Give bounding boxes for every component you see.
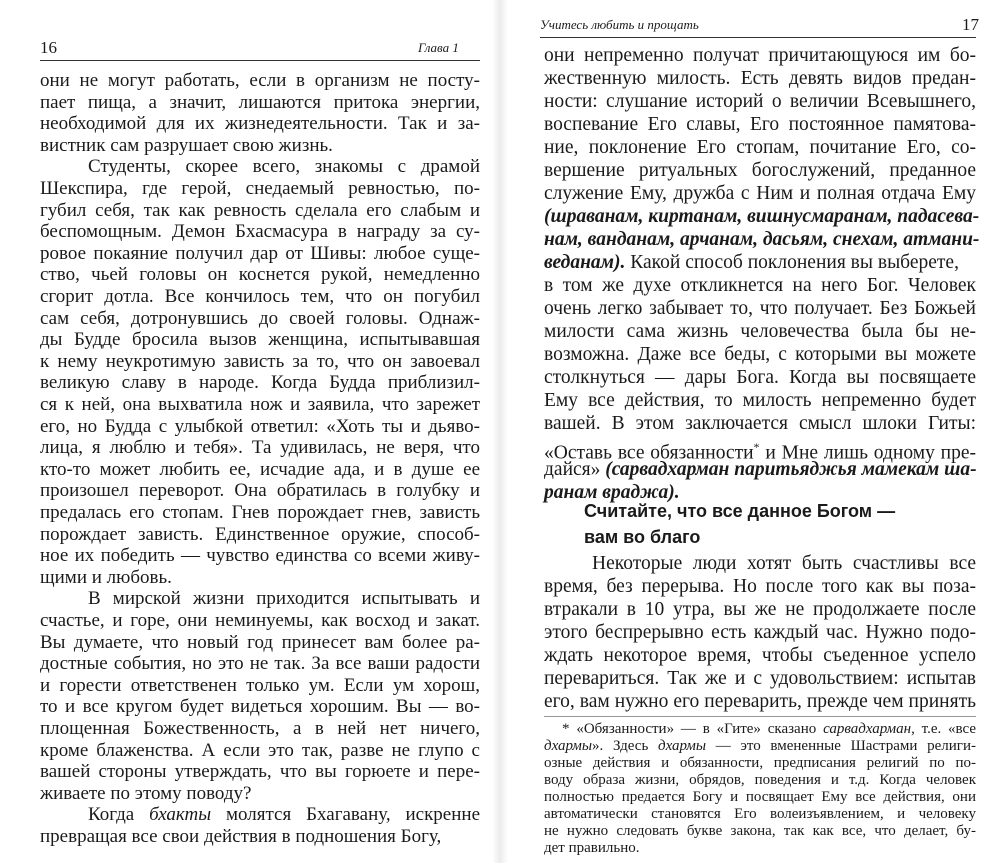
text-line: ровое покаяние получил дар от Шивы: любое суще- bbox=[40, 242, 480, 264]
footnote-line: воду образа жизни, обрядов, поведения и т.д. Когда человек bbox=[544, 772, 976, 788]
section-heading-line: вам во благо bbox=[584, 527, 701, 547]
text-line: его, но Будда с улыбкой ответил: «Хоть ты и дьяво- bbox=[40, 415, 480, 437]
text-line: сам себя, дотронувшись до своей головы. Однаж- bbox=[40, 307, 480, 329]
sanskrit-term: (сарвадхарман паритьяджья мамекам ша- bbox=[605, 459, 977, 480]
text-line: перевариться. Так же и с удовольствием: испытав bbox=[544, 668, 976, 689]
text-line: они непременно получат причитающуюся им бо- bbox=[544, 45, 976, 66]
text-line: ности: слушание историй о величии Всевышнего, bbox=[544, 91, 976, 112]
text-line-sanskrit: нам, ванданам, арчанам, дасьям, снехам, атмани- bbox=[544, 229, 980, 250]
text-line: сгорит дотла. Все кончилось тем, что он погубил bbox=[40, 286, 480, 307]
text-line: вистник сам разрушает свою жизнь. bbox=[40, 134, 333, 156]
section-heading bbox=[584, 498, 924, 550]
text-span: дайся» bbox=[544, 459, 601, 480]
footnote-line: дет правильно. bbox=[544, 840, 640, 856]
text-line: пает пища, а значит, лишаются притока энергии, bbox=[40, 91, 480, 113]
text-line: кто-то может любить ее, исчадие ада, и в душе ее bbox=[40, 458, 480, 480]
sanskrit-term: дхармы bbox=[544, 738, 593, 754]
page-number-right: 17 bbox=[962, 15, 979, 34]
text-line: служение Ему, дружба с Ним и полная отдача Ему bbox=[544, 183, 976, 204]
text-span: , т.е. «все bbox=[911, 721, 977, 737]
text-line: время, без перерыва. Но после того как вы поза- bbox=[544, 576, 976, 597]
sanskrit-term: бхакты bbox=[149, 804, 212, 826]
header-rule-right bbox=[540, 37, 976, 38]
text-line: воспевание Его славы, Его постоянное памятова- bbox=[544, 114, 976, 135]
text-line: милости сама жизнь человечества была бы не- bbox=[544, 321, 976, 342]
text-line: щими и любовь. bbox=[40, 566, 172, 588]
text-line: достные события, но это не так. За все ваши радости bbox=[40, 653, 480, 675]
sanskrit-term: сарвадхарман bbox=[823, 721, 912, 737]
text-line: втракали в 10 утра, вы же не продолжаете после bbox=[544, 599, 976, 620]
text-line: этого беспрерывно есть каждый час. Нужно подо- bbox=[544, 622, 976, 643]
text-line: Вы думаете, что новый год принесет вам более ра- bbox=[40, 631, 480, 653]
footnote-line bbox=[544, 721, 976, 738]
footnote-marker: * bbox=[753, 440, 760, 454]
text-line: живаете по этому поводу? bbox=[40, 782, 252, 804]
text-line-sanskrit: ранам враджа). bbox=[544, 482, 680, 503]
text-line: и горести ответственен только ум. Если ум хорош, bbox=[40, 674, 480, 696]
text-line-mixed bbox=[544, 252, 976, 274]
footnote-rule bbox=[544, 716, 976, 717]
text-span: молятся Бхагавану, искренне bbox=[226, 804, 480, 826]
text-span: Какой способ поклонения вы выберете, bbox=[630, 252, 959, 273]
running-head-right: Учитесь любить и прощать bbox=[540, 17, 699, 32]
footnote-line bbox=[544, 738, 976, 755]
text-span: и Мне лишь одному пре- bbox=[759, 442, 976, 464]
text-line: великую славу в народе. Когда Будда приблизил- bbox=[40, 372, 480, 394]
text-line: необходимой для их жизнедеятельности. Так и за- bbox=[40, 113, 480, 135]
text-line: в том же духе откликнется на него Бог. Человек bbox=[544, 275, 976, 296]
text-line: произошел переворот. Она обратилась в голубку и bbox=[40, 480, 480, 502]
text-line: кроме блаженства. А если это так, разве не глупо с bbox=[40, 739, 480, 761]
footnote-marker: * bbox=[562, 721, 570, 737]
text-line: вашей. В этом заключается смысл шлоки Гиты: bbox=[544, 413, 976, 434]
text-line: беспомощным. Демон Бхасмасура в награду за су- bbox=[40, 221, 480, 243]
text-line-mixed bbox=[544, 459, 976, 481]
section-heading-line: Считайте, что все данное Богом — bbox=[584, 501, 896, 521]
text-span: — это вмененные Шастрами религи- bbox=[706, 738, 976, 754]
running-head-left: Глава 1 bbox=[418, 40, 459, 55]
text-line: превращая все свои действия в подношения Богу, bbox=[40, 826, 442, 847]
text-line-sanskrit: (шраванам, киртанам, вишнусмаранам, падасева- bbox=[544, 206, 980, 227]
sanskrit-term: веданам). bbox=[544, 252, 626, 273]
text-line: его, вам нужно его переварить, прежде чем принять bbox=[544, 691, 976, 712]
text-line: Шекспира, где герой, снедаемый ревностью, по- bbox=[40, 178, 480, 199]
page-number-left: 16 bbox=[40, 38, 57, 57]
footnote-line: автоматически становятся Его волеизъявлением, и человеку bbox=[544, 806, 976, 822]
text-line: вершение ритуальных богослужений, преданное bbox=[544, 160, 976, 181]
text-line: очень легко забывает то, что получает. Без Божьей bbox=[544, 298, 976, 319]
text-line: ся к ней, она выхватила нож и заявила, что зарежет bbox=[40, 394, 480, 415]
text-line: Некоторые люди хотят быть счастливы все bbox=[592, 553, 976, 574]
text-line: столкнуться — дары Бога. Когда вы посвящаете bbox=[544, 367, 976, 388]
text-line: они не могут работать, если в организм не посту- bbox=[40, 70, 480, 91]
text-line: к нему неукротимую зависть за то, что он завоевал bbox=[40, 350, 480, 372]
text-line: возможна. Даже все беды, с которыми вы можете bbox=[544, 344, 976, 365]
text-line: счастье, и горе, они неминуемы, как восход и закат. bbox=[40, 610, 480, 631]
text-line: лица, я люблю и тебя». Та удивилась, не веря, что bbox=[40, 437, 480, 459]
text-line: губил себя, так как ревность сделала его слабым и bbox=[40, 199, 480, 221]
text-line: Ему все действия, то милость непременно будет bbox=[544, 390, 976, 411]
footnote-line: полностью предается Богу и посвящает Ему все действия, они bbox=[544, 789, 976, 805]
text-line: В мирской жизни приходится испытывать и bbox=[88, 588, 480, 610]
text-line: вашей стороны утверждать, что вы горюете и пере- bbox=[40, 761, 480, 783]
text-line: площенная Божественность, а в ней нет ничего, bbox=[40, 718, 480, 739]
text-line: порождает зависть. Единственное оружие, способ- bbox=[40, 523, 480, 545]
text-line: жественную милость. Есть девять видов предан- bbox=[544, 68, 976, 89]
text-span: Когда bbox=[88, 804, 135, 826]
text-span: «Оставь все обязанности bbox=[544, 442, 754, 464]
text-line: ние, поклонение Его стопам, почитание Его, со- bbox=[544, 137, 976, 158]
text-line: ное их победить — чувство единства со всеми живу- bbox=[40, 545, 480, 567]
text-span: «Обязанности» — в «Гите» сказано bbox=[576, 721, 817, 737]
text-span: ». Здесь bbox=[592, 738, 649, 754]
sanskrit-term: дхармы bbox=[658, 738, 707, 754]
footnote-line: не нужно следовать букве закона, так как все, что делает, бу- bbox=[544, 823, 976, 839]
text-line: Студенты, скорее всего, знакомы с драмой bbox=[88, 156, 480, 178]
text-line: ждать некоторое время, чтобы съеденное успело bbox=[544, 645, 976, 666]
footnote-line: озные действия и обязанности, предписания религий по по- bbox=[544, 755, 976, 771]
text-line: ство, чьей головы он коснется рукой, немедленно bbox=[40, 264, 480, 286]
text-line: ды Будде бросила вызов женщина, испытывавшая bbox=[40, 329, 480, 351]
text-line: предалась его стопам. Гнев порождает гнев, зависть bbox=[40, 502, 480, 523]
text-line: то и все кругом будет видеться хорошим. Вы — во- bbox=[40, 696, 480, 718]
